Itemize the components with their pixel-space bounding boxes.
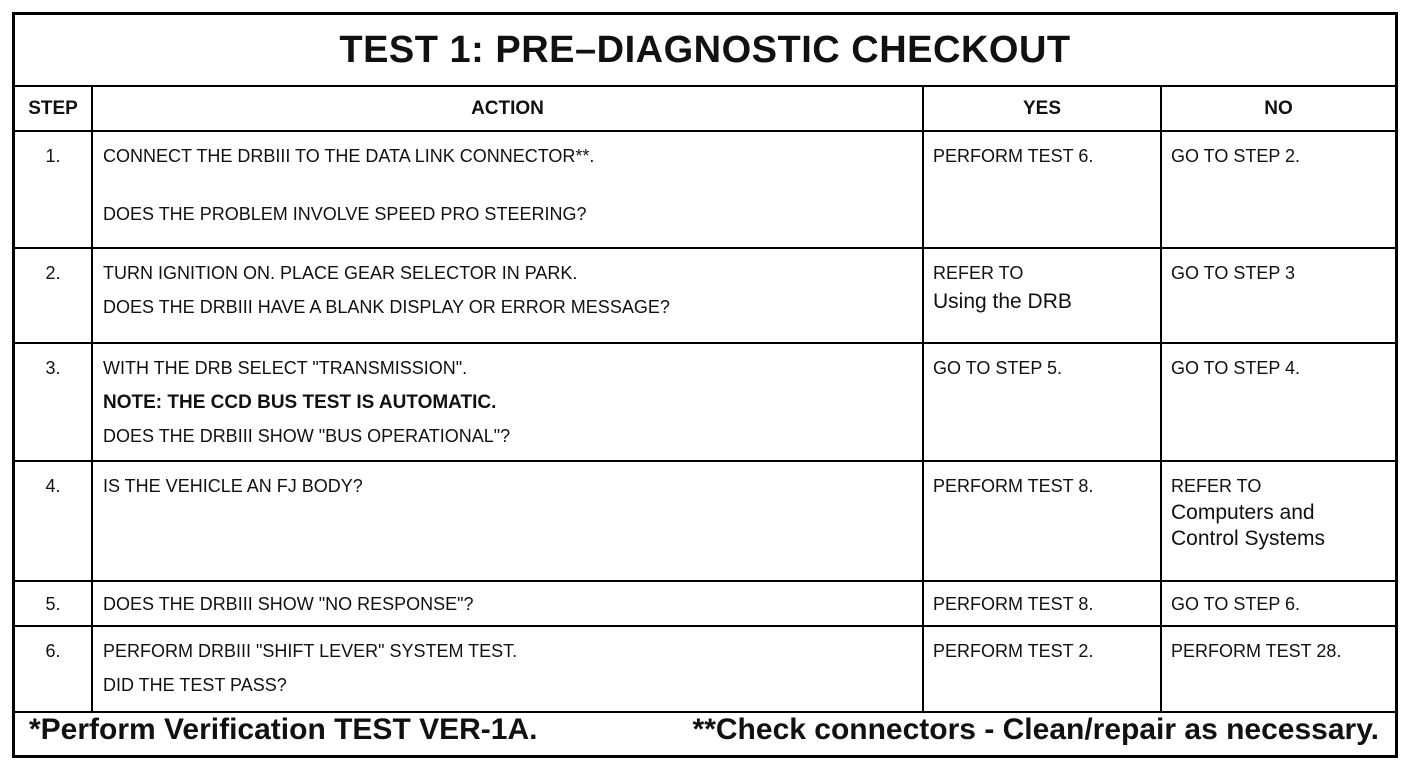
action-line: DID THE TEST PASS? (103, 674, 287, 695)
action-cell (92, 461, 923, 581)
no-line: GO TO STEP 4. (1171, 358, 1301, 378)
table-row (15, 626, 1395, 712)
yes-header: YES (923, 87, 1161, 131)
no-line: GO TO STEP 6. (1171, 593, 1301, 614)
step-number: 6. (15, 626, 92, 712)
connector-note: **Check connectors - Clean/repair as necessary. (692, 713, 1379, 746)
yes-line: PERFORM TEST 8. (933, 593, 1094, 614)
table-row (15, 581, 1395, 626)
yes-line: GO TO STEP 5. (933, 358, 1063, 378)
page-title: TEST 1: PRE–DIAGNOSTIC CHECKOUT (15, 15, 1395, 87)
action-cell (92, 248, 923, 343)
procedure-table (15, 87, 1395, 713)
yes-cell (923, 248, 1161, 343)
yes-cell (923, 343, 1161, 461)
no-line: GO TO STEP 3 (1171, 263, 1296, 283)
action-line: DOES THE DRBIII SHOW "BUS OPERATIONAL"? (103, 426, 511, 447)
action-line: PERFORM DRBIII "SHIFT LEVER" SYSTEM TEST. (103, 640, 518, 661)
no-header: NO (1161, 87, 1395, 131)
step-number: 3. (15, 343, 92, 461)
action-line: CONNECT THE DRBIII TO THE DATA LINK CONNECTOR**. (103, 146, 595, 166)
header-row (15, 87, 1395, 131)
no-cell (1161, 581, 1395, 626)
no-line: Control Systems (1171, 527, 1326, 551)
no-cell (1161, 343, 1395, 461)
yes-cell (923, 461, 1161, 581)
action-cell (92, 581, 923, 626)
no-cell (1161, 461, 1395, 581)
action-line: WITH THE DRB SELECT "TRANSMISSION". (103, 358, 468, 378)
no-cell (1161, 131, 1395, 248)
step-number: 5. (15, 581, 92, 626)
step-header: STEP (15, 87, 92, 131)
action-line: DOES THE DRBIII HAVE A BLANK DISPLAY OR ERROR MESSAGE? (103, 296, 670, 317)
action-cell (92, 343, 923, 461)
yes-line: PERFORM TEST 2. (933, 640, 1094, 661)
yes-cell (923, 626, 1161, 712)
table-row (15, 248, 1395, 343)
action-cell (92, 626, 923, 712)
action-note: NOTE: THE CCD BUS TEST IS AUTOMATIC. (103, 391, 497, 413)
yes-line: Using the DRB (933, 289, 1072, 313)
step-number: 1. (15, 131, 92, 248)
no-cell (1161, 248, 1395, 343)
action-line: DOES THE DRBIII SHOW "NO RESPONSE"? (103, 593, 474, 614)
step-number: 4. (15, 461, 92, 581)
action-cell (92, 131, 923, 248)
footer-notes (15, 705, 1395, 755)
table-row (15, 131, 1395, 248)
yes-cell (923, 131, 1161, 248)
action-line: DOES THE PROBLEM INVOLVE SPEED PRO STEERING? (103, 203, 587, 224)
table-row (15, 461, 1395, 581)
action-line: IS THE VEHICLE AN FJ BODY? (103, 475, 363, 496)
no-line: Computers and (1171, 500, 1315, 524)
table-row (15, 343, 1395, 461)
yes-line: REFER TO (933, 263, 1024, 283)
no-line: PERFORM TEST 28. (1171, 640, 1342, 661)
action-header: ACTION (92, 87, 923, 131)
procedure-sheet (12, 12, 1398, 758)
verification-note: *Perform Verification TEST VER-1A. (29, 713, 538, 746)
no-line: REFER TO (1171, 475, 1262, 496)
yes-cell (923, 581, 1161, 626)
no-cell (1161, 626, 1395, 712)
yes-line: PERFORM TEST 6. (933, 146, 1094, 166)
yes-line: PERFORM TEST 8. (933, 475, 1094, 496)
action-line: TURN IGNITION ON. PLACE GEAR SELECTOR IN PARK. (103, 263, 578, 283)
step-number: 2. (15, 248, 92, 343)
no-line: GO TO STEP 2. (1171, 146, 1301, 166)
